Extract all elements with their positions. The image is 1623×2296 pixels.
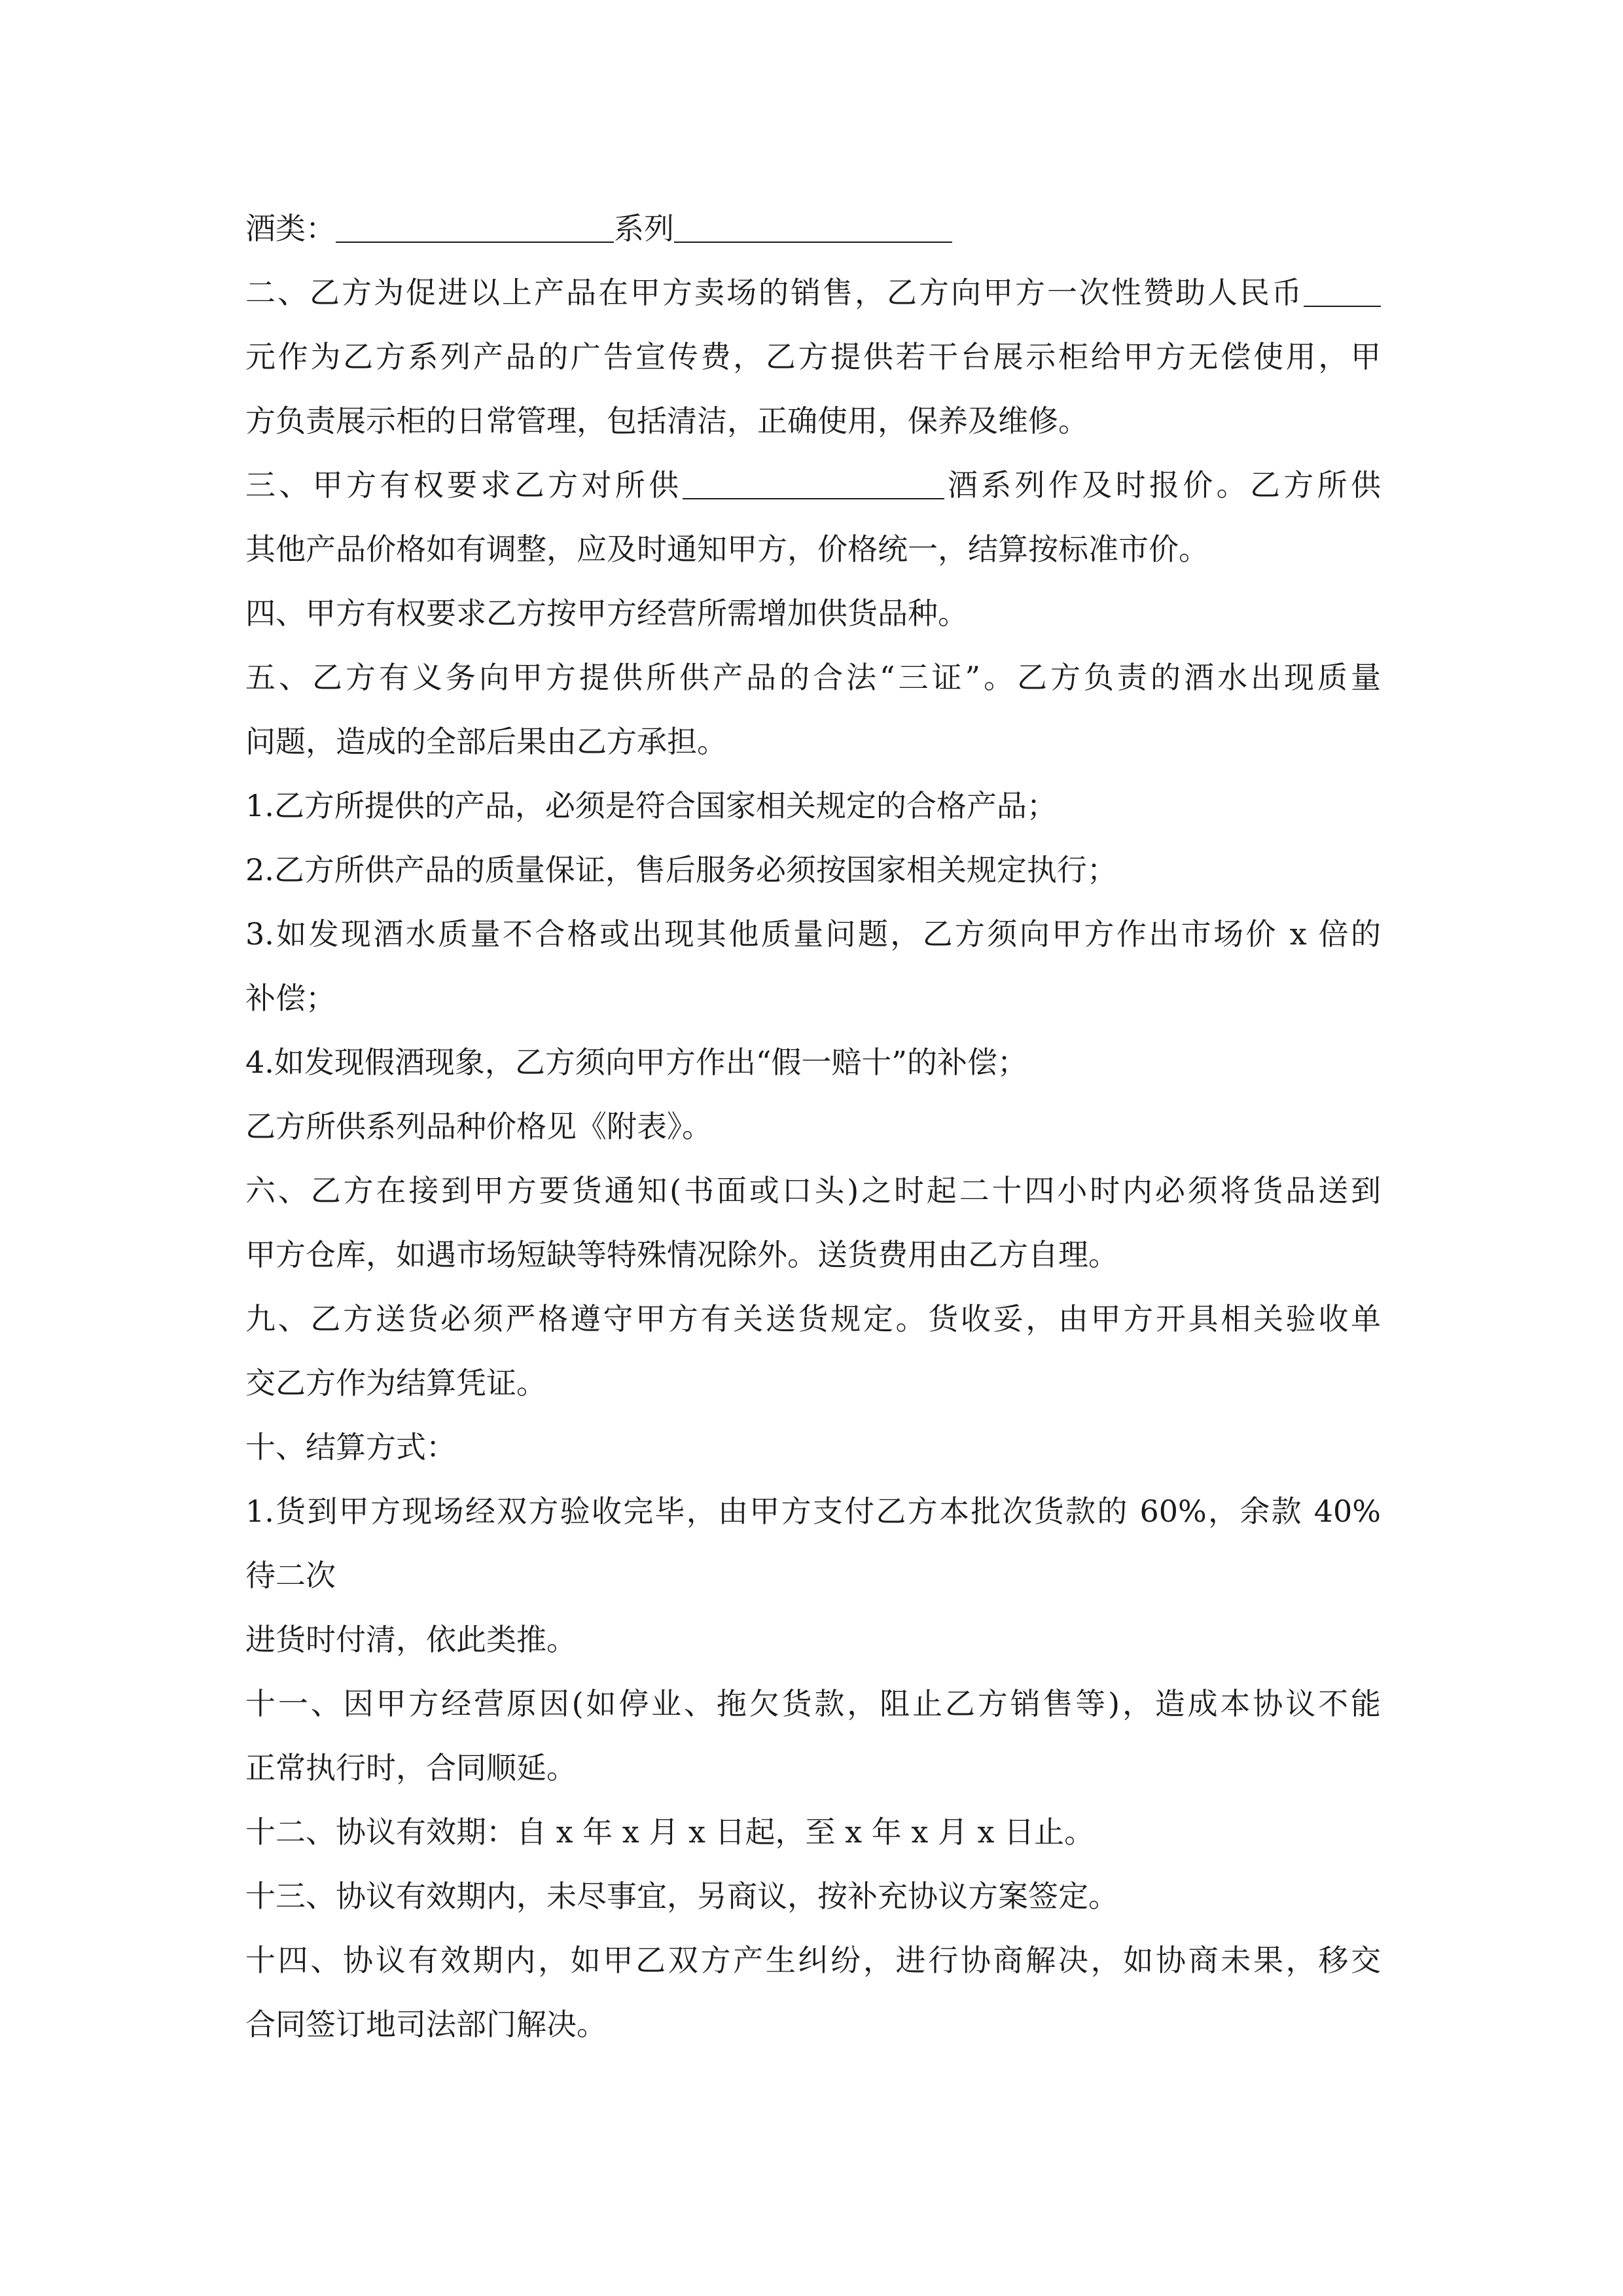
- clause-11-line-1: 十一、因甲方经营原因(如停业、拖欠货款，阻止乙方销售等)，造成本协议不能: [245, 1686, 1381, 1721]
- clause-14-line-2: 合同签订地司法部门解决。: [245, 2007, 607, 2042]
- clause-2-line-2: 元作为乙方系列产品的广告宣传费，乙方提供若干台展示柜给甲方无偿使用，甲: [245, 339, 1381, 374]
- clause-3-text-b: 酒系列作及时报价。乙方所供: [944, 467, 1382, 503]
- clause-9-line-1: 九、乙方送货必须严格遵守甲方有关送货规定。货收妥，由甲方开具相关验收单: [245, 1301, 1381, 1336]
- clause-13: 十三、协议有效期内，未尽事宜，另商议，按补充协议方案签定。: [245, 1878, 1118, 1914]
- quality-item-2: 2.乙方所供产品的质量保证，售后服务必须按国家相关规定执行；: [245, 852, 1117, 888]
- clause-6-line-2: 甲方仓库，如遇市场短缺等特殊情况除外。送货费用由乙方自理。: [245, 1237, 1118, 1272]
- clause-4: 四、甲方有权要求乙方按甲方经营所需增加供货品种。: [245, 596, 968, 631]
- quality-item-1: 1.乙方所提供的产品，必须是符合国家相关规定的合格产品；: [245, 788, 1057, 823]
- clause-2-text-1: 二、乙方为促进以上产品在甲方卖场的销售，乙方向甲方一次性赞助人民币: [245, 275, 1304, 310]
- clause-12: 十二、协议有效期：自 x 年 x 月 x 日起，至 x 年 x 月 x 日止。: [245, 1814, 1095, 1850]
- settlement-item-1-line-1: 1.货到甲方现场经双方验收完毕，由甲方支付乙方本批次货款的 60%，余款 40%: [245, 1494, 1381, 1529]
- clause-5-line-1: 五、乙方有义务向甲方提供所供产品的合法“三证”。乙方负责的酒水出现质量: [245, 660, 1381, 695]
- price-note: 乙方所供系列品种价格见《附表》。: [245, 1109, 712, 1144]
- settlement-item-1-line-3: 进货时付清，依此类推。: [245, 1622, 577, 1657]
- clause-2-line-1: [245, 260, 1381, 325]
- clause-3-line-1: [245, 453, 1381, 517]
- quality-item-3-line-1: 3.如发现酒水质量不合格或出现其他质量问题，乙方须向甲方作出市场价 x 倍的: [245, 916, 1381, 952]
- clause-2-line-3: 方负责展示柜的日常管理，包括清洁，正确使用，保养及维修。: [245, 403, 1088, 439]
- series-label: 系列: [614, 211, 674, 246]
- clause-14-line-1: 十四、协议有效期内，如甲乙双方产生纠纷，进行协商解决，如协商未果，移交: [245, 1943, 1381, 1978]
- clause-5-line-2: 问题，造成的全部后果由乙方承担。: [245, 724, 727, 759]
- quality-item-3-line-2: 补偿；: [245, 980, 336, 1016]
- liquor-type-line: [245, 196, 1381, 260]
- clause-3-text-a: 三、甲方有权要求乙方对所供: [245, 467, 683, 503]
- document-body: [245, 196, 1381, 2056]
- clause-3-line-2: 其他产品价格如有调整，应及时通知甲方，价格统一，结算按标准市价。: [245, 531, 1209, 567]
- clause-6-line-1: 六、乙方在接到甲方要货通知(书面或口头)之时起二十四小时内必须将货品送到: [245, 1173, 1381, 1208]
- liquor-blank[interactable]: [336, 207, 614, 243]
- clause-11-line-2: 正常执行时，合同顺延。: [245, 1750, 577, 1785]
- clause-10-heading: 十、结算方式：: [245, 1429, 456, 1465]
- series-blank[interactable]: [674, 207, 952, 243]
- supplied-liquor-blank[interactable]: [683, 464, 944, 499]
- clause-9-line-2: 交乙方作为结算凭证。: [245, 1365, 546, 1401]
- quality-item-4: 4.如发现假酒现象，乙方须向甲方作出“假一赔十”的补偿；: [245, 1045, 1027, 1080]
- liquor-label: 酒类：: [245, 211, 336, 246]
- settlement-item-1-line-2: 待二次: [245, 1558, 336, 1593]
- sponsorship-amount-blank[interactable]: [1304, 272, 1381, 307]
